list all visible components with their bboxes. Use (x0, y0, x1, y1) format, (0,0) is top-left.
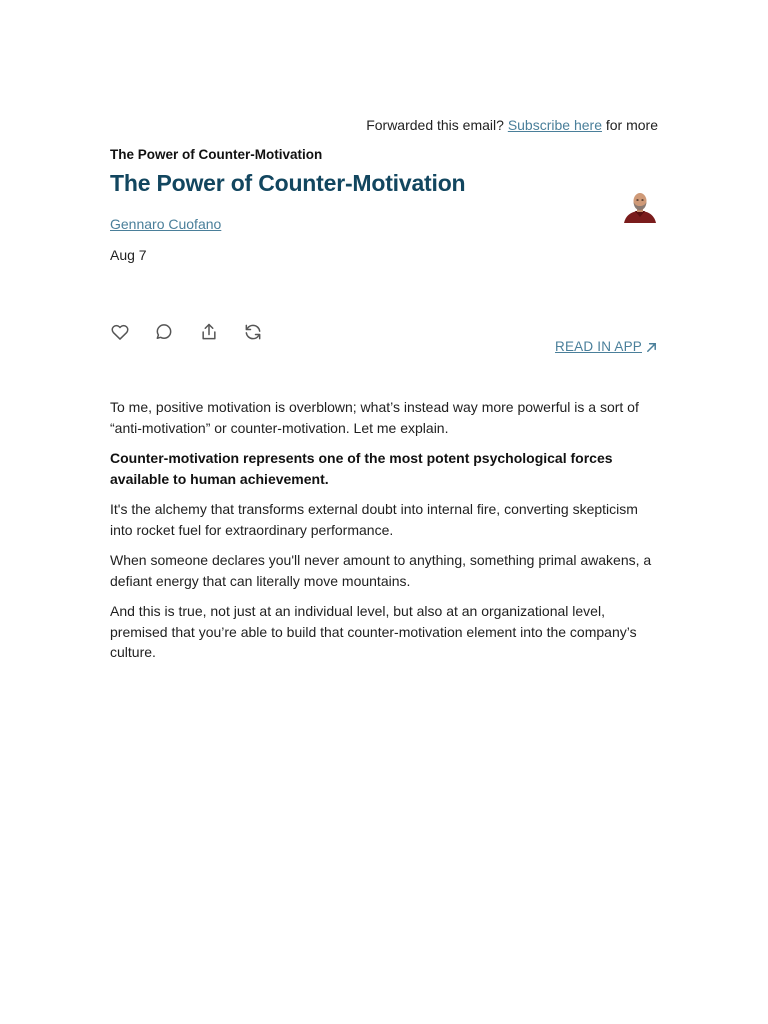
read-in-app-label: READ IN APP (555, 339, 642, 354)
read-in-app-button[interactable] (555, 337, 658, 357)
author-link[interactable]: Gennaro Cuofano (110, 216, 222, 232)
paragraph: When someone declares you'll never amount to anything, something primal awakens, a defiant energy that can literally move mountains. (110, 552, 652, 589)
post-kicker: The Power of Counter-Motivation (110, 147, 323, 162)
post-body (110, 397, 662, 673)
arrow-up-right-icon (645, 341, 658, 354)
author-avatar[interactable] (622, 187, 658, 223)
paragraph: And this is true, not just at an individual level, but also at an organizational level, premised that you’re able to build that counter-motivation element into the company’s culture. (110, 603, 637, 660)
restack-icon[interactable] (243, 322, 263, 342)
avatar-image (622, 187, 658, 223)
paragraph: To me, positive motivation is overblown; what’s instead way more powerful is a sort of “anti-motivation” or counter-motivation. Let me explain. (110, 399, 639, 436)
subscribe-link[interactable]: Subscribe here (507, 117, 602, 133)
forward-notice (110, 115, 658, 135)
forward-suffix: for more (605, 117, 658, 133)
paragraph: It's the alchemy that transforms external doubt into internal fire, converting skepticism into rocket fuel for extraordinary performance. (110, 501, 638, 538)
post-title[interactable]: The Power of Counter-Motivation (110, 170, 466, 196)
paragraph: Counter-motivation represents one of the most potent psychological forces available to human achievement. (110, 450, 613, 487)
heart-icon[interactable] (110, 322, 130, 342)
comment-icon[interactable] (154, 322, 174, 342)
post-date: Aug 7 (110, 247, 147, 263)
forward-prefix: Forwarded this email? (366, 117, 504, 133)
share-icon[interactable] (199, 322, 219, 342)
